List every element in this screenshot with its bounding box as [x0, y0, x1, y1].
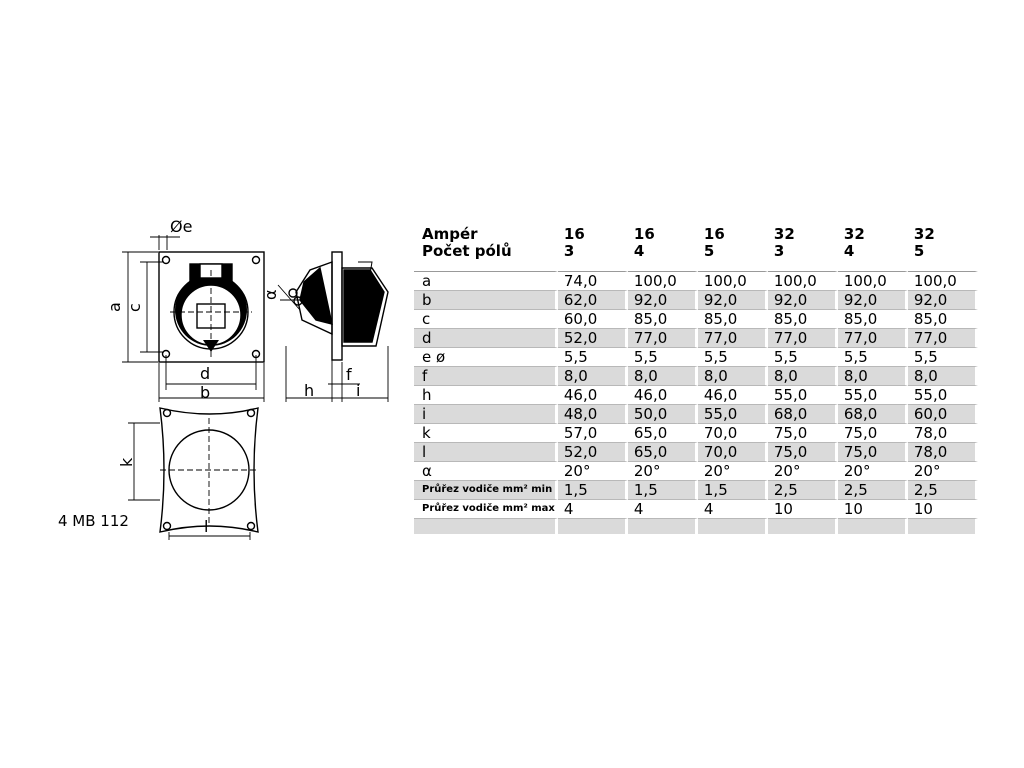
table-cell: 46,0 [698, 386, 768, 405]
row-label: f [414, 367, 558, 386]
table-cell: 75,0 [768, 443, 838, 462]
row-label: α [414, 462, 558, 481]
table-cell: 85,0 [698, 310, 768, 329]
table-cell: 74,0 [558, 272, 628, 291]
table-row [414, 424, 978, 443]
table-cell: 92,0 [908, 291, 978, 310]
table-cell: 20° [698, 462, 768, 481]
row-label: i [414, 405, 558, 424]
header-poles: 5 [703, 242, 715, 260]
header-poles: 3 [773, 242, 785, 260]
table-cell: 1,5 [558, 481, 628, 500]
table-cell: 2,5 [908, 481, 978, 500]
table-row [414, 291, 978, 310]
table-cell: 1,5 [628, 481, 698, 500]
dim-label-f: f [346, 365, 352, 384]
table-cell: 46,0 [558, 386, 628, 405]
table-cell: 52,0 [558, 443, 628, 462]
table-row-wire-max [414, 500, 978, 519]
table-cell: 77,0 [838, 329, 908, 348]
table-cell: 100,0 [698, 272, 768, 291]
table-row [414, 405, 978, 424]
table-cell: 92,0 [698, 291, 768, 310]
table-cell: 20° [628, 462, 698, 481]
header-col [838, 225, 908, 272]
dim-label-d: d [200, 364, 211, 383]
table-cell: 20° [768, 462, 838, 481]
dim-label-a: a [105, 302, 124, 312]
table-cell: 5,5 [908, 348, 978, 367]
table-cell: 4 [558, 500, 628, 519]
table-cell: 78,0 [908, 424, 978, 443]
header-amp: 16 [633, 225, 655, 243]
table-cell: 92,0 [838, 291, 908, 310]
table-cell: 65,0 [628, 424, 698, 443]
table-cell: 92,0 [628, 291, 698, 310]
row-label: Průřez vodiče mm² max [414, 500, 558, 519]
table-cell: 65,0 [628, 443, 698, 462]
table-cell: 2,5 [838, 481, 908, 500]
header-poles: 5 [913, 242, 925, 260]
row-label: d [414, 329, 558, 348]
table-cell: 77,0 [908, 329, 978, 348]
table-cell: 55,0 [838, 386, 908, 405]
header-col [768, 225, 838, 272]
product-code: 4 MB 112 [58, 512, 129, 530]
table-cell: 10 [908, 500, 978, 519]
dim-label-i: i [356, 381, 361, 400]
dim-label-c: c [125, 303, 144, 312]
table-row [414, 462, 978, 481]
table-body [414, 272, 978, 481]
table-cell: 1,5 [698, 481, 768, 500]
row-label: k [414, 424, 558, 443]
table-cell: 10 [838, 500, 908, 519]
dim-label-k: k [117, 457, 136, 467]
table-cell: 77,0 [768, 329, 838, 348]
table-cell: 75,0 [838, 424, 908, 443]
table-cell: 55,0 [698, 405, 768, 424]
table-cell: 8,0 [838, 367, 908, 386]
table-cell: 60,0 [558, 310, 628, 329]
table-cell: 2,5 [768, 481, 838, 500]
header-labels [414, 225, 558, 272]
row-label: b [414, 291, 558, 310]
table-cell: 68,0 [768, 405, 838, 424]
table-cell: 100,0 [768, 272, 838, 291]
dim-label-h: h [304, 381, 315, 400]
table-cell: 60,0 [908, 405, 978, 424]
table-cell: 8,0 [768, 367, 838, 386]
table-cell: 77,0 [628, 329, 698, 348]
table-cell: 5,5 [558, 348, 628, 367]
header-amp: 16 [703, 225, 725, 243]
table-cell: 85,0 [838, 310, 908, 329]
table-row [414, 367, 978, 386]
row-label: e ø [414, 348, 558, 367]
header-poles-label: Počet pólů [422, 242, 512, 260]
table-cell: 20° [838, 462, 908, 481]
dim-label-l: l [204, 517, 209, 536]
table-cell: 62,0 [558, 291, 628, 310]
table-cell: 5,5 [698, 348, 768, 367]
table-cell: 85,0 [768, 310, 838, 329]
table-cell: 75,0 [768, 424, 838, 443]
row-label: h [414, 386, 558, 405]
table-cell: 5,5 [768, 348, 838, 367]
header-col [908, 225, 978, 272]
side-plate [332, 252, 342, 360]
table-cell: 20° [558, 462, 628, 481]
table-cell: 75,0 [838, 443, 908, 462]
table-cell: 100,0 [628, 272, 698, 291]
header-poles: 4 [633, 242, 645, 260]
table-cell: 4 [698, 500, 768, 519]
table-cell: 5,5 [628, 348, 698, 367]
row-label: Průřez vodiče mm² min [414, 481, 558, 500]
table-cell: 5,5 [838, 348, 908, 367]
table-cell: 78,0 [908, 443, 978, 462]
header-poles: 4 [843, 242, 855, 260]
spec-table [414, 225, 978, 534]
dim-label-b: b [200, 383, 211, 402]
row-label: a [414, 272, 558, 291]
table-cell: 4 [628, 500, 698, 519]
header-amp: 32 [843, 225, 865, 243]
header-amp-label: Ampér [422, 225, 478, 243]
table-cell: 57,0 [558, 424, 628, 443]
table-cell: 8,0 [558, 367, 628, 386]
table-cell: 85,0 [628, 310, 698, 329]
header-col [698, 225, 768, 272]
table-row-empty [414, 519, 978, 534]
table-cell: 77,0 [698, 329, 768, 348]
table-cell: 55,0 [768, 386, 838, 405]
technical-drawing [0, 0, 410, 560]
header-amp: 32 [913, 225, 935, 243]
header-col [628, 225, 698, 272]
row-label: c [414, 310, 558, 329]
table-row [414, 348, 978, 367]
table-cell: 85,0 [908, 310, 978, 329]
table-row [414, 329, 978, 348]
table-cell: 55,0 [908, 386, 978, 405]
header-amp: 16 [563, 225, 585, 243]
table-cell: 52,0 [558, 329, 628, 348]
table-cell: 100,0 [908, 272, 978, 291]
table-cell: 50,0 [628, 405, 698, 424]
table-cell: 70,0 [698, 424, 768, 443]
table-cell: 8,0 [908, 367, 978, 386]
table-row [414, 310, 978, 329]
table-cell: 20° [908, 462, 978, 481]
table-row [414, 386, 978, 405]
table-cell: 100,0 [838, 272, 908, 291]
table-row [414, 443, 978, 462]
table-cell: 10 [768, 500, 838, 519]
table-row [414, 272, 978, 291]
table-cell: 70,0 [698, 443, 768, 462]
table-cell: 8,0 [628, 367, 698, 386]
header-amp: 32 [773, 225, 795, 243]
header-col [558, 225, 628, 272]
header-poles: 3 [563, 242, 575, 260]
dim-label-e: Øe [170, 217, 193, 236]
row-label: l [414, 443, 558, 462]
table-cell: 48,0 [558, 405, 628, 424]
table-cell: 68,0 [838, 405, 908, 424]
dim-label-alpha: α [261, 289, 280, 300]
table-header-row [414, 225, 978, 272]
table-cell: 92,0 [768, 291, 838, 310]
table-cell: 8,0 [698, 367, 768, 386]
table-row-wire-min [414, 481, 978, 500]
table-cell: 46,0 [628, 386, 698, 405]
